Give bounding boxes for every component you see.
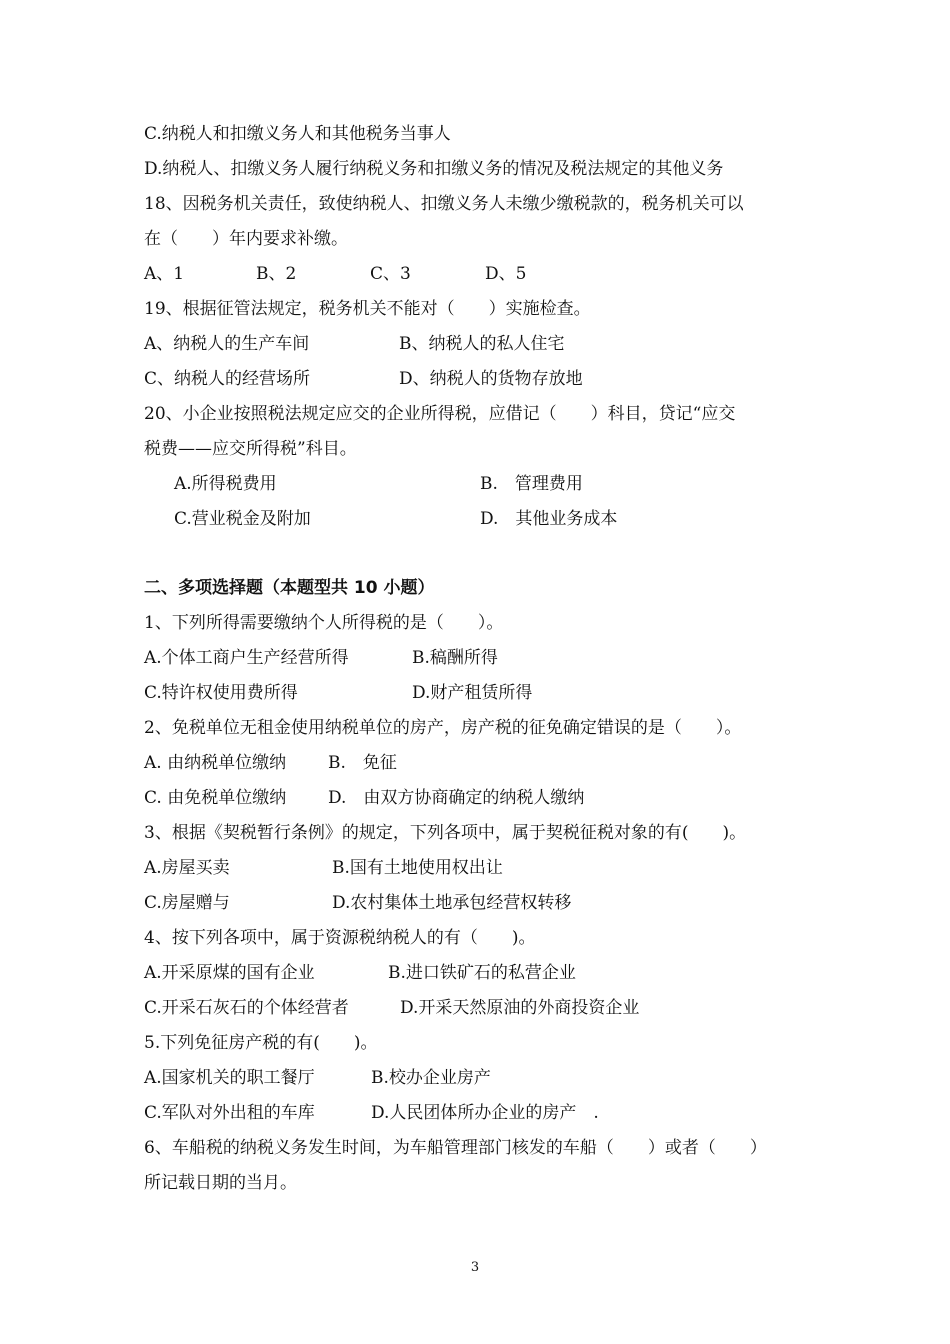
question-20-line-2: 税费——应交所得税”科目。 <box>144 439 357 459</box>
option-d: D. 其他业务成本 <box>480 509 618 529</box>
option-c: C.开采石灰石的个体经营者 <box>144 998 349 1018</box>
option-c: C.营业税金及附加 <box>174 509 311 529</box>
question-19: 19、根据征管法规定，税务机关不能对（ ）实施检查。 <box>144 299 591 319</box>
multi-question-4-options-row-1 <box>144 956 824 991</box>
option-c: C.房屋赠与 <box>144 893 230 913</box>
multi-question-3-options-row-2 <box>144 886 824 921</box>
option-d: D、5 <box>485 264 527 284</box>
multi-question-2: 2、免税单位无租金使用纳税单位的房产，房产税的征免确定错误的是（ ）。 <box>144 718 742 738</box>
option-c: C、纳税人的经营场所 <box>144 369 311 389</box>
spacer <box>144 537 824 571</box>
option-b: B、2 <box>256 264 297 284</box>
option-d: D. 由双方协商确定的纳税人缴纳 <box>328 788 585 808</box>
question-20-options-row-1 <box>144 467 824 502</box>
option-c: C. 由免税单位缴纳 <box>144 788 287 808</box>
multi-question-1: 1、下列所得需要缴纳个人所得税的是（ ）。 <box>144 613 504 633</box>
multi-question-5-options-row-1 <box>144 1061 824 1096</box>
option-c: C.特许权使用费所得 <box>144 683 298 703</box>
page-content <box>144 117 824 1201</box>
multi-question-2-options-row-1 <box>144 746 824 781</box>
question-19-options-row-1 <box>144 327 824 362</box>
option-a: A.国家机关的职工餐厅 <box>144 1068 315 1088</box>
page-number: 3 <box>470 1260 480 1275</box>
option-a: A.所得税费用 <box>174 474 277 494</box>
option-b: B.校办企业房产 <box>371 1068 491 1088</box>
multi-question-3: 3、根据《契税暂行条例》的规定，下列各项中，属于契税征税对象的有( )。 <box>144 823 747 843</box>
multi-question-4-options-row-2 <box>144 991 824 1026</box>
multi-question-2-options-row-2 <box>144 781 824 816</box>
multi-question-6-line-1: 6、车船税的纳税义务发生时间，为车船管理部门核发的车船（ ）或者（ ） <box>144 1138 767 1158</box>
option-b: B.进口铁矿石的私营企业 <box>388 963 576 983</box>
question-18-line-1: 18、因税务机关责任，致使纳税人、扣缴义务人未缴少缴税款的，税务机关可以 <box>144 194 744 214</box>
option-a: A、1 <box>144 264 185 284</box>
option-b: B.国有土地使用权出让 <box>332 858 503 878</box>
option-a: A、纳税人的生产车间 <box>144 334 310 354</box>
option-a: A.开采原煤的国有企业 <box>144 963 315 983</box>
multi-question-3-options-row-1 <box>144 851 824 886</box>
option-b: B. 管理费用 <box>480 474 583 494</box>
option-a: A. 由纳税单位缴纳 <box>144 753 287 773</box>
question-18-line-2: 在（ ）年内要求补缴。 <box>144 229 348 249</box>
option-c: C、3 <box>370 264 411 284</box>
multi-question-1-options-row-1 <box>144 641 824 676</box>
option-d: D.农村集体土地承包经营权转移 <box>332 893 572 913</box>
option-a: A.个体工商户生产经营所得 <box>144 648 349 668</box>
text-line: D.纳税人、扣缴义务人履行纳税义务和扣缴义务的情况及税法规定的其他义务 <box>144 159 724 179</box>
multi-question-1-options-row-2 <box>144 676 824 711</box>
option-a: A.房屋买卖 <box>144 858 230 878</box>
question-19-options-row-2 <box>144 362 824 397</box>
option-d: D.开采天然原油的外商投资企业 <box>400 998 640 1018</box>
multi-question-4: 4、按下列各项中，属于资源税纳税人的有（ )。 <box>144 928 536 948</box>
section-2-title: 二、多项选择题（本题型共 10 小题） <box>144 578 435 598</box>
option-d: D.人民团体所办企业的房产 . <box>371 1103 599 1123</box>
multi-question-6-line-2: 所记载日期的当月。 <box>144 1173 297 1193</box>
option-c: C.军队对外出租的车库 <box>144 1103 315 1123</box>
option-d: D、纳税人的货物存放地 <box>399 369 583 389</box>
option-b: B、纳税人的私人住宅 <box>399 334 565 354</box>
question-18-options <box>144 257 824 292</box>
option-d: D.财产租赁所得 <box>412 683 533 703</box>
question-20-line-1: 20、小企业按照税法规定应交的企业所得税，应借记（ ）科目，贷记“应交 <box>144 404 736 424</box>
question-20-options-row-2 <box>144 502 824 537</box>
multi-question-5-options-row-2 <box>144 1096 824 1131</box>
option-b: B.稿酬所得 <box>412 648 498 668</box>
multi-question-5: 5.下列免征房产税的有( )。 <box>144 1033 378 1053</box>
option-b: B. 免征 <box>328 753 397 773</box>
text-line: C.纳税人和扣缴义务人和其他税务当事人 <box>144 124 451 144</box>
